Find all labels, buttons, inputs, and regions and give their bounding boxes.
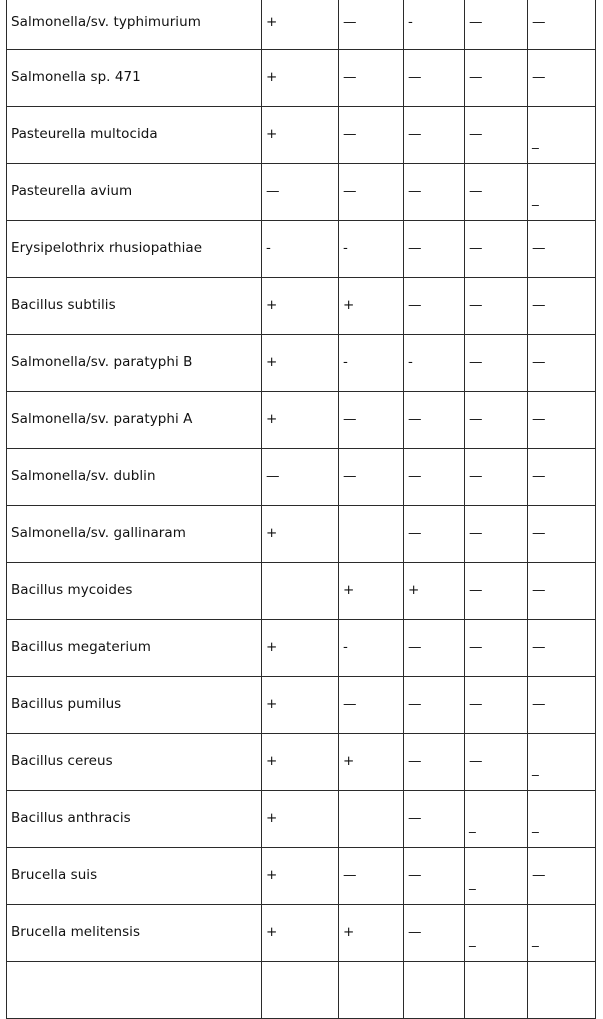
table-row <box>7 221 596 278</box>
organism-name: Pasteurella avium <box>7 164 262 221</box>
result-cell: - <box>262 221 339 278</box>
result-cell: — <box>465 563 528 620</box>
result-cell: + <box>262 50 339 107</box>
result-cell: + <box>339 563 404 620</box>
result-cell: — <box>404 734 465 791</box>
result-cell: — <box>528 506 596 563</box>
empty-cell <box>528 962 596 1019</box>
result-cell: — <box>528 50 596 107</box>
empty-cell <box>339 962 404 1019</box>
result-cell: + <box>262 107 339 164</box>
result-cell: — <box>465 392 528 449</box>
result-cell: — <box>528 392 596 449</box>
result-cell: — <box>262 449 339 506</box>
organism-name: Salmonella/sv. typhimurium <box>7 0 262 50</box>
empty-cell <box>262 962 339 1019</box>
result-cell: — <box>528 563 596 620</box>
table-row <box>7 734 596 791</box>
result-cell: — <box>465 734 528 791</box>
result-cell: — <box>404 848 465 905</box>
organism-name: Bacillus subtilis <box>7 278 262 335</box>
table-row <box>7 791 596 848</box>
result-cell: — <box>404 392 465 449</box>
empty-cell <box>465 962 528 1019</box>
result-cell: + <box>262 734 339 791</box>
organism-name: Bacillus cereus <box>7 734 262 791</box>
organism-name: Brucella suis <box>7 848 262 905</box>
table-row <box>7 848 596 905</box>
result-cell: — <box>465 0 528 50</box>
result-cell: — <box>528 848 596 905</box>
organism-name: Bacillus pumilus <box>7 677 262 734</box>
organism-name: Salmonella sp. 471 <box>7 50 262 107</box>
result-cell: _ <box>465 905 528 962</box>
result-cell: — <box>404 164 465 221</box>
result-cell: — <box>528 0 596 50</box>
result-cell: — <box>404 905 465 962</box>
result-cell: + <box>262 677 339 734</box>
result-cell: - <box>339 335 404 392</box>
result-cell <box>339 791 404 848</box>
table-row <box>7 0 596 50</box>
result-cell: _ <box>528 164 596 221</box>
result-cell: — <box>404 620 465 677</box>
result-cell: + <box>262 791 339 848</box>
result-cell: _ <box>465 848 528 905</box>
table-row <box>7 335 596 392</box>
organism-name: Bacillus anthracis <box>7 791 262 848</box>
result-cell: — <box>528 677 596 734</box>
table-row <box>7 620 596 677</box>
result-cell: — <box>465 335 528 392</box>
table-row <box>7 677 596 734</box>
result-cell: + <box>262 620 339 677</box>
table-row <box>7 392 596 449</box>
table-row <box>7 506 596 563</box>
result-cell: — <box>465 620 528 677</box>
table-row <box>7 905 596 962</box>
result-cell: - <box>404 0 465 50</box>
result-cell: + <box>262 905 339 962</box>
result-cell: — <box>528 221 596 278</box>
result-cell: — <box>528 278 596 335</box>
result-cell: — <box>262 164 339 221</box>
result-cell: — <box>465 164 528 221</box>
result-cell: + <box>262 848 339 905</box>
result-cell: — <box>339 164 404 221</box>
result-cell: - <box>339 620 404 677</box>
result-cell: + <box>404 563 465 620</box>
result-cell: — <box>339 0 404 50</box>
organism-name: Bacillus mycoides <box>7 563 262 620</box>
empty-cell <box>7 962 262 1019</box>
result-cell: — <box>465 449 528 506</box>
organism-name: Erysipelothrix rhusiopathiae <box>7 221 262 278</box>
result-cell: — <box>339 392 404 449</box>
result-cell: + <box>262 506 339 563</box>
result-cell: — <box>404 791 465 848</box>
result-cell <box>262 563 339 620</box>
result-cell: — <box>404 50 465 107</box>
result-cell: — <box>465 677 528 734</box>
table-row <box>7 164 596 221</box>
result-cell: + <box>339 734 404 791</box>
result-cell: _ <box>465 791 528 848</box>
result-cell: — <box>465 107 528 164</box>
organism-name: Pasteurella multocida <box>7 107 262 164</box>
organism-name: Salmonella/sv. paratyphi B <box>7 335 262 392</box>
result-cell: — <box>528 335 596 392</box>
result-cell: — <box>465 278 528 335</box>
result-cell: _ <box>528 791 596 848</box>
table-row-partial <box>7 962 596 1019</box>
organism-name: Salmonella/sv. paratyphi A <box>7 392 262 449</box>
result-cell: — <box>528 449 596 506</box>
result-cell: + <box>262 335 339 392</box>
organism-name: Salmonella/sv. gallinaram <box>7 506 262 563</box>
result-cell: — <box>465 506 528 563</box>
result-cell: _ <box>528 734 596 791</box>
result-cell: - <box>339 221 404 278</box>
empty-cell <box>404 962 465 1019</box>
result-cell: _ <box>528 905 596 962</box>
result-cell: + <box>339 278 404 335</box>
result-cell: + <box>339 905 404 962</box>
result-cell: + <box>262 278 339 335</box>
organism-name: Salmonella/sv. dublin <box>7 449 262 506</box>
result-cell: — <box>404 677 465 734</box>
table-row <box>7 278 596 335</box>
result-cell: — <box>339 848 404 905</box>
result-cell: — <box>404 506 465 563</box>
result-cell: — <box>404 221 465 278</box>
result-cell: + <box>262 0 339 50</box>
result-cell: — <box>339 449 404 506</box>
result-cell: — <box>339 107 404 164</box>
result-cell: - <box>404 335 465 392</box>
result-cell: — <box>404 449 465 506</box>
result-cell: — <box>404 107 465 164</box>
organism-name: Bacillus megaterium <box>7 620 262 677</box>
result-cell: — <box>339 50 404 107</box>
table-row <box>7 107 596 164</box>
result-cell: — <box>404 278 465 335</box>
result-cell: — <box>465 221 528 278</box>
organism-name: Brucella melitensis <box>7 905 262 962</box>
result-cell: + <box>262 392 339 449</box>
result-cell: — <box>339 677 404 734</box>
result-cell: _ <box>528 107 596 164</box>
result-cell: — <box>528 620 596 677</box>
table-row <box>7 563 596 620</box>
sensitivity-table <box>6 0 596 1019</box>
result-cell: — <box>465 50 528 107</box>
result-cell <box>339 506 404 563</box>
table-row <box>7 50 596 107</box>
table-row <box>7 449 596 506</box>
